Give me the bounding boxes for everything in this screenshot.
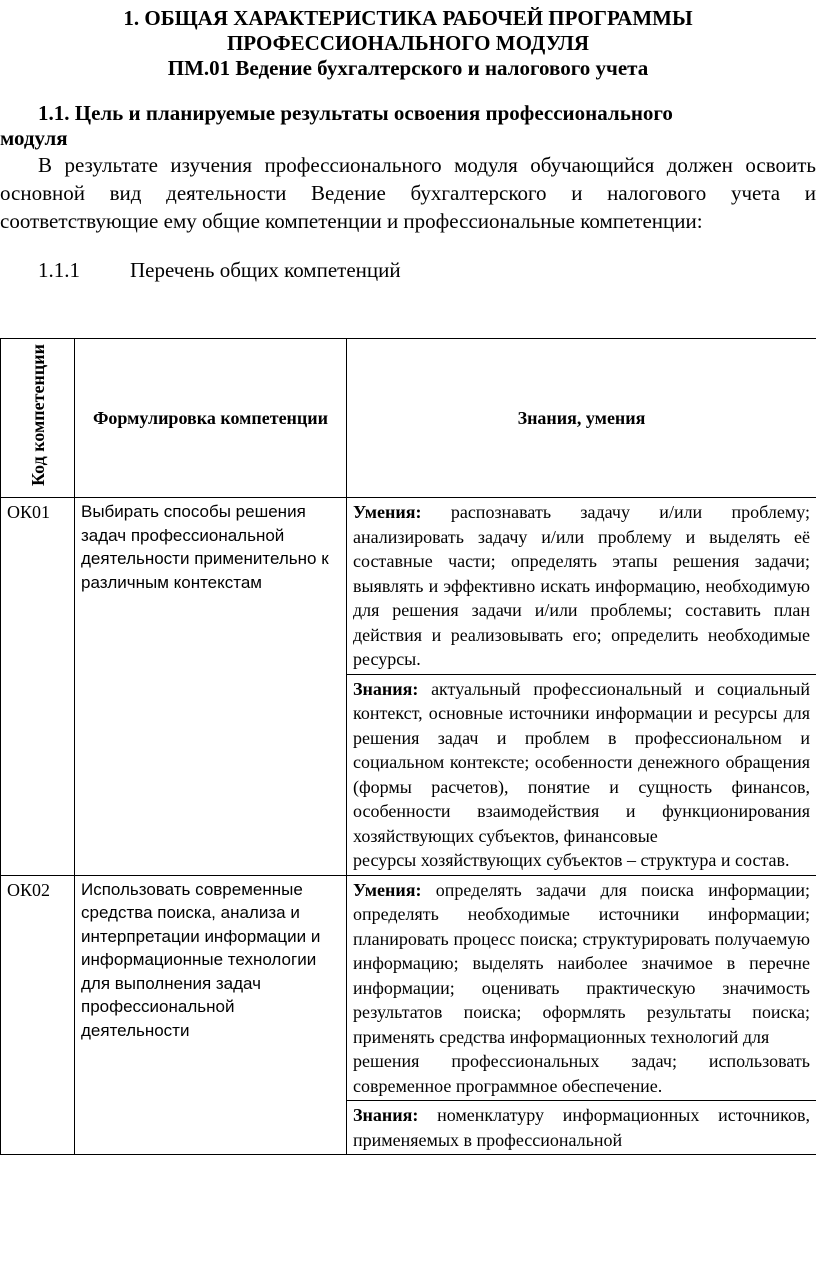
knowledge-label: Знания: — [353, 1105, 418, 1125]
header-knowledge-label: Знания, умения — [518, 408, 646, 428]
skills-label: Умения: — [353, 502, 421, 522]
section-heading-line-1: 1.1. Цель и планируемые результаты освоения профессионального — [38, 101, 673, 125]
subsection-heading — [0, 257, 816, 283]
document-page — [0, 6, 816, 283]
skills-label: Умения: — [353, 880, 421, 900]
header-formulation — [75, 339, 347, 498]
knowledge-text-cont: ресурсы хозяйствующих субъектов – структура и состав. — [353, 850, 790, 870]
row-knowledge — [347, 1101, 816, 1155]
knowledge-text: актуальный профессиональный и социальный контекст, основные источники информации и ресурсы для решения задач и проблем в профессиональном и социальном контексте; особенности денежного обращения (формы расчетов), понятие и сущность финансов, особенности взаимодействия и функционирования хозяйствующих субъектов, финансовые — [353, 679, 810, 846]
table-row — [1, 875, 816, 1101]
table-row — [1, 498, 816, 675]
row-code: ОК02 — [1, 875, 75, 1155]
table-header-row — [1, 339, 816, 498]
module-title: ПМ.01 Ведение бухгалтерского и налогового учета — [0, 56, 816, 81]
knowledge-text: номенклатуру информационных источников, применяемых в профессиональной — [353, 1105, 810, 1150]
subsection-title: Перечень общих компетенций — [130, 257, 401, 283]
competencies-table — [0, 338, 816, 1155]
row-knowledge — [347, 674, 816, 875]
section-heading — [0, 101, 816, 151]
section-heading-line-2: модуля — [0, 126, 816, 151]
header-code — [1, 339, 75, 498]
title-line-1: 1. ОБЩАЯ ХАРАКТЕРИСТИКА РАБОЧЕЙ ПРОГРАММЫ — [0, 6, 816, 31]
skills-text-cont: решения профессиональных задач; использовать современное программное обеспечение. — [353, 1051, 810, 1096]
skills-text: определять задачи для поиска информации; определять необходимые источники информации; планировать процесс поиска; структурировать получаемую информацию; выделять наиболее значимое в перечне информации; оценивать практическую значимость результатов поиска; оформлять результаты поиска; применять средства информационных технологий для — [353, 880, 810, 1047]
header-code-label: Код компетенции — [27, 344, 49, 486]
knowledge-label: Знания: — [353, 679, 418, 699]
subsection-number: 1.1.1 — [38, 257, 130, 283]
title-line-2: ПРОФЕССИОНАЛЬНОГО МОДУЛЯ — [0, 31, 816, 56]
header-formulation-label: Формулировка компетенции — [93, 408, 328, 428]
row-skills — [347, 875, 816, 1101]
skills-text: распознавать задачу и/или проблему; анализировать задачу и/или проблему и выделять её составные части; определять этапы решения задачи; выявлять и эффективно искать информацию, необходимую для решения задачи и/или проблемы; составить план действия и реализовывать его; определить необходимые ресурсы. — [353, 502, 810, 669]
header-knowledge — [347, 339, 816, 498]
intro-paragraph: В результате изучения профессионального модуля обучающийся должен освоить основной вид деятельности Ведение бухгалтерского и налогового учета и соответствующие ему общие компетенции и профессиональные компетенции: — [0, 151, 816, 235]
row-code: ОК01 — [1, 498, 75, 876]
document-title — [0, 6, 816, 81]
row-formulation: Использовать современные средства поиска, анализа и интерпретации информации и информационные технологии для выполнения задач профессиональной деятельности — [75, 875, 347, 1155]
row-skills — [347, 498, 816, 675]
row-formulation: Выбирать способы решения задач профессиональной деятельности применительно к различным контекстам — [75, 498, 347, 876]
